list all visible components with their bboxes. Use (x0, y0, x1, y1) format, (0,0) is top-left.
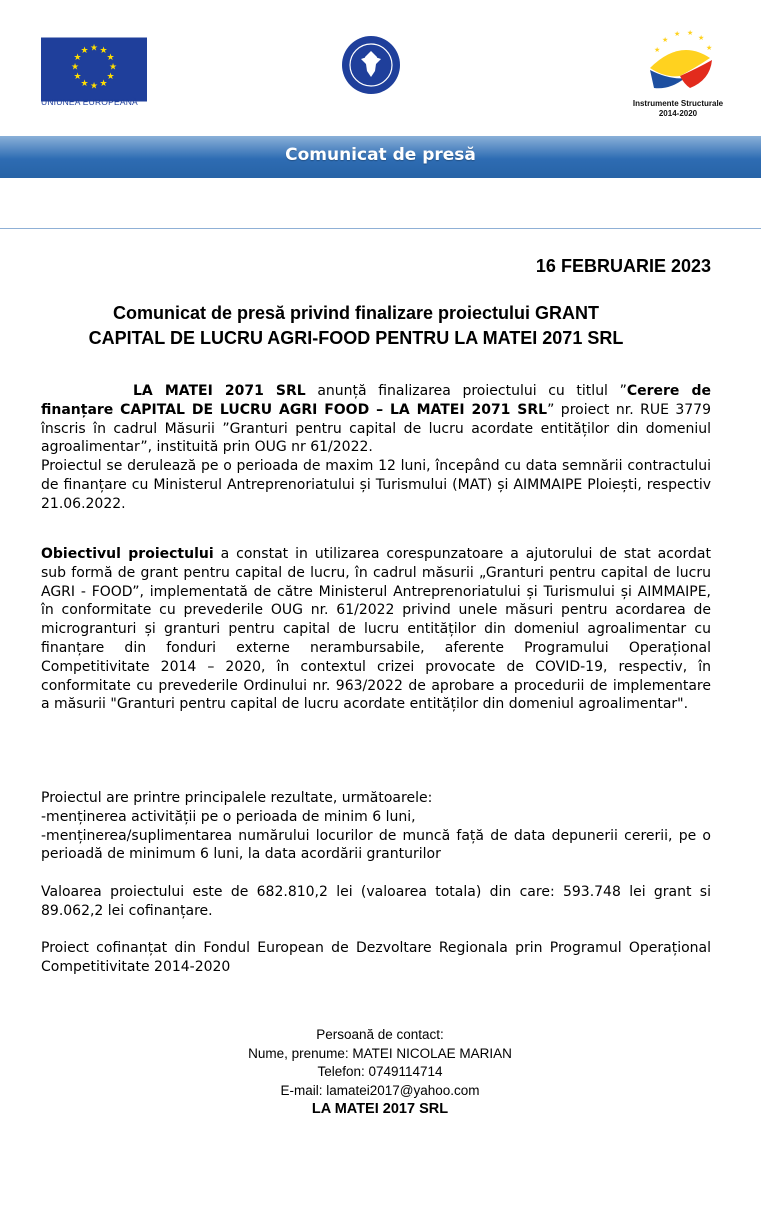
contact-email[interactable]: E-mail: lamatei2017@yahoo.com (280, 1082, 480, 1098)
svg-text:★: ★ (108, 62, 118, 73)
instrumente-structurale-logo (640, 28, 720, 98)
contact-company: LA MATEI 2017 SRL (311, 1101, 449, 1118)
header-divider (0, 228, 761, 229)
eu-caption: UNIUNEA EUROPEANĂ (41, 97, 138, 107)
contact-name: Nume, prenume: MATEI NICOLAE MARIAN (248, 1045, 512, 1061)
instrumente-structurale-caption (598, 99, 758, 119)
is-caption-line1: Instrumente Structurale (632, 99, 724, 108)
svg-text:★: ★ (80, 79, 89, 89)
paragraph-objective (41, 545, 711, 714)
paragraph-value: Valoarea proiectului este de 682.810,2 lei (valoarea totala) din care: 593.748 lei grant si 89.062,2 lei cofinanțare. (41, 884, 711, 919)
results-intro: Proiectul are printre principalele rezultate, următoarele: (41, 790, 433, 806)
svg-text:★: ★ (706, 44, 713, 52)
project-title: Cerere de finanțare CAPITAL DE LUCRU AGRI FOOD – LA MATEI 2071 SRL (41, 383, 711, 418)
company-name: LA MATEI 2071 SRL (133, 383, 306, 399)
objective-lead: Obiectivul proiectului (41, 546, 214, 562)
svg-text:★: ★ (674, 30, 681, 38)
results-item-2: -menținerea/suplimentarea numărului locurilor de muncă față de data depunerii cererii, pe o perioadă de minimum 6 luni, la data acordării granturilor (41, 827, 711, 863)
banner-title: Comunicat de presă (285, 145, 476, 165)
svg-text:★: ★ (80, 46, 89, 56)
contact-block (140, 1026, 620, 1119)
objective-text: a constat in utilizarea corespunzatoare a ajutorului de stat acordat sub formă de grant pentru capital de lucru, în cadrul măsurii „Granturi pentru capital de lucru AGRI - FOOD”, implementată de către Ministerul Antreprenoriatului și Turismului și AIMMAIPE, în conformitate cu prevederile OUG nr. 61/2022 privind unele măsuri pentru acordarea de microgranturi și granturi pentru capital de lucru entităților din domeniul agroalimentar cu finanțare din fonduri externe nerambursabile, aferente Programului Operațional Competitivitate 2014 – 2020, în contextul crizei provocate de COVID-19, respectiv, în conformitate cu prevederile Ordinului nr. 963/2022 de aprobare a procedurii de implementare a măsurii "Granturi pentru capital de lucru acordate entităților din domeniul agroalimentar". (41, 546, 711, 713)
svg-text:★: ★ (99, 46, 108, 56)
contact-phone: Telefon: 0749114714 (317, 1064, 443, 1080)
results-item-1: -menținerea activității pe o perioada de minim 6 luni, (41, 808, 416, 825)
svg-text:★: ★ (73, 53, 82, 63)
project-duration-text: Proiectul se derulează pe o perioada de maxim 12 luni, începând cu data semnării contractului de finanțare cu Ministerul Antreprenoriatului și Turismului (MAT) și AIMMAIPE Ploiești, respectiv 21.06.2022. (41, 458, 711, 512)
svg-text:★: ★ (89, 81, 99, 92)
svg-text:★: ★ (662, 36, 669, 44)
announcement-text-b: ” proiect nr. RUE 3779 înscris în cadrul Măsurii ”Granturi pentru capital de lucru acordate entităților din domeniul agroalimentar”, instituită prin OUG nr 61/2022. (41, 401, 711, 456)
logo-bar (0, 0, 761, 132)
title-line-1: Comunicat de presă privind finalizare proiectului GRANT (112, 303, 600, 323)
paragraph-cofinancing: Proiect cofinanțat din Fondul European de Dezvoltare Regionala prin Programul Operațional Competitivitate 2014-2020 (41, 940, 711, 975)
document-title (56, 301, 656, 351)
release-date: 16 FEBRUARIE 2023 (535, 256, 711, 276)
svg-text:★: ★ (654, 46, 661, 54)
svg-text:★: ★ (106, 72, 115, 82)
contact-heading: Persoană de contact: (316, 1027, 444, 1042)
svg-text:★: ★ (73, 72, 82, 82)
svg-text:★: ★ (89, 43, 99, 54)
svg-text:★: ★ (687, 29, 694, 37)
is-caption-line2: 2014-2020 (658, 109, 698, 118)
svg-text:★: ★ (698, 34, 705, 42)
svg-text:★: ★ (99, 79, 108, 89)
government-seal-logo (341, 35, 401, 95)
press-release-banner (0, 136, 761, 178)
paragraph-results (41, 789, 711, 864)
paragraph-announcement (41, 382, 711, 514)
title-line-2: CAPITAL DE LUCRU AGRI-FOOD PENTRU LA MATEI 2071 SRL (88, 328, 624, 348)
announcement-text-a: anunță finalizarea proiectului cu titlul ” (305, 383, 627, 399)
svg-text:★: ★ (106, 53, 115, 63)
eu-flag-logo (41, 33, 147, 106)
svg-text:★: ★ (70, 62, 80, 73)
